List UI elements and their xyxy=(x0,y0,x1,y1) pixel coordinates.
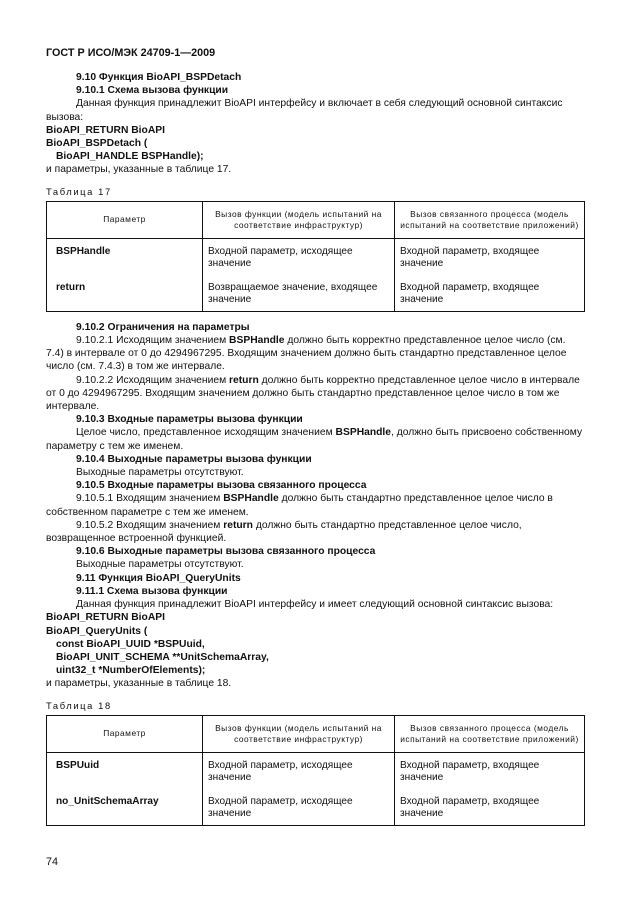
table-row xyxy=(47,755,585,789)
document-header: ГОСТ Р ИСО/МЭК 24709-1—2009 xyxy=(46,47,216,59)
table-row xyxy=(47,241,585,275)
page-number: 74 xyxy=(46,856,59,868)
table-header-cell: Вызов функции (модель испытаний на соответствие инфраструктур) xyxy=(203,201,395,238)
code-line: BioAPI_UNIT_SCHEMA **UnitSchemaArray, xyxy=(56,651,269,663)
table-cell: Возвращаемое значение, входящее значение xyxy=(203,277,395,312)
table-cell: Входной параметр, входящее значение xyxy=(395,241,585,275)
paragraph-table-ref: и параметры, указанные в таблице 17. xyxy=(46,164,232,176)
section-heading-9-10: 9.10 Функция BioAPI_BSPDetach xyxy=(76,72,242,83)
paragraph-9-10-2-1: 9.10.2.1 Исходящим значением BSPHandle должно быть корректно представленное целое число (см. 7.4) в интервале от 0 до 4294967295. Входящим значением должно быть стандартно представленное целое число (см. 7.4.3) в том же интервале. xyxy=(46,335,567,373)
table-cell: Входной параметр, входящее значение xyxy=(395,791,585,826)
document-body xyxy=(46,71,584,826)
code-line: BioAPI_BSPDetach ( xyxy=(46,138,148,150)
paragraph-9-10-4: Выходные параметры отсутствуют. xyxy=(76,467,244,479)
table-cell-param: no_UnitSchemaArray xyxy=(47,791,203,826)
table-cell-param: return xyxy=(47,277,203,312)
section-heading-9-10-4: 9.10.4 Выходные параметры вызова функции xyxy=(76,453,312,465)
paragraph-table-ref: и параметры, указанные в таблице 18. xyxy=(46,678,232,690)
table-header-cell: Вызов функции (модель испытаний на соответствие инфраструктур) xyxy=(203,715,395,752)
table-cell-param: BSPHandle xyxy=(47,241,203,275)
section-heading-9-11-1: 9.11.1 Схема вызова функции xyxy=(76,585,228,597)
paragraph-9-10-5-1: 9.10.5.1 Входящим значением BSPHandle должно быть стандартно представленное целое число в собственном параметре с тем же именем. xyxy=(46,493,553,518)
paragraph-intro-bspdetach: Данная функция принадлежит BioAPI интерфейсу и включает в себя следующий основной синтаксис вызова: xyxy=(46,98,563,123)
section-heading-9-10-6: 9.10.6 Выходные параметры вызова связанного процесса xyxy=(76,546,376,558)
code-line: BioAPI_RETURN BioAPI xyxy=(46,612,165,624)
section-heading-9-10-3: 9.10.3 Входные параметры вызова функции xyxy=(76,414,303,426)
table-header-cell: Параметр xyxy=(47,201,203,238)
table-cell: Входной параметр, исходящее значение xyxy=(203,791,395,826)
paragraph-intro-queryunits: Данная функция принадлежит BioAPI интерфейсу и имеет следующий основной синтаксис вызова: xyxy=(76,599,554,611)
table-caption: Таблица 17 xyxy=(46,185,112,197)
table-cell: Входной параметр, входящее значение xyxy=(395,277,585,312)
section-heading-9-11: 9.11 Функция BioAPI_QueryUnits xyxy=(76,572,241,584)
code-line: BioAPI_QueryUnits ( xyxy=(46,625,148,637)
paragraph-9-10-3: Целое число, представленное исходящим значением BSPHandle, должно быть присвоено собственному параметру с тем же именем. xyxy=(46,427,583,452)
table-17 xyxy=(46,201,585,312)
table-header-cell: Вызов связанного процесса (модель испытаний на соответствие приложений) xyxy=(395,201,585,238)
paragraph-9-10-2-2: 9.10.2.2 Исходящим значением return должно быть корректно представленное целое число в интервале от 0 до 4294967295. Входящим значением должно быть стандартно представленное целое число в том же интервале. xyxy=(46,374,580,413)
table-cell-param: BSPUuid xyxy=(47,755,203,789)
table-header-cell: Вызов связанного процесса (модель испытаний на соответствие приложений) xyxy=(395,715,585,752)
table-cell: Входной параметр, исходящее значение xyxy=(203,755,395,789)
section-heading-9-10-2: 9.10.2 Ограничения на параметры xyxy=(76,321,250,333)
section-heading-9-10-1: 9.10.1 Схема вызова функции xyxy=(76,85,229,97)
code-line: BioAPI_HANDLE BSPHandle); xyxy=(56,151,204,163)
table-row xyxy=(47,277,585,312)
table-cell: Входной параметр, входящее значение xyxy=(395,755,585,789)
table-cell: Входной параметр, исходящее значение xyxy=(203,241,395,275)
table-caption: Таблица 18 xyxy=(46,699,112,711)
code-line: const BioAPI_UUID *BSPUuid, xyxy=(56,638,205,650)
table-row xyxy=(47,791,585,826)
code-line: BioAPI_RETURN BioAPI xyxy=(46,124,165,136)
code-line: uint32_t *NumberOfElements); xyxy=(56,665,206,677)
paragraph-9-10-5-2: 9.10.5.2 Входящим значением return должно быть стандартно представленное целое число, возвращенное встроенной функцией. xyxy=(46,519,522,545)
paragraph-9-10-6: Выходные параметры отсутствуют. xyxy=(76,559,244,571)
table-header-cell: Параметр xyxy=(47,715,203,752)
section-heading-9-10-5: 9.10.5 Входные параметры вызова связанного процесса xyxy=(76,480,367,492)
table-18 xyxy=(46,715,585,826)
